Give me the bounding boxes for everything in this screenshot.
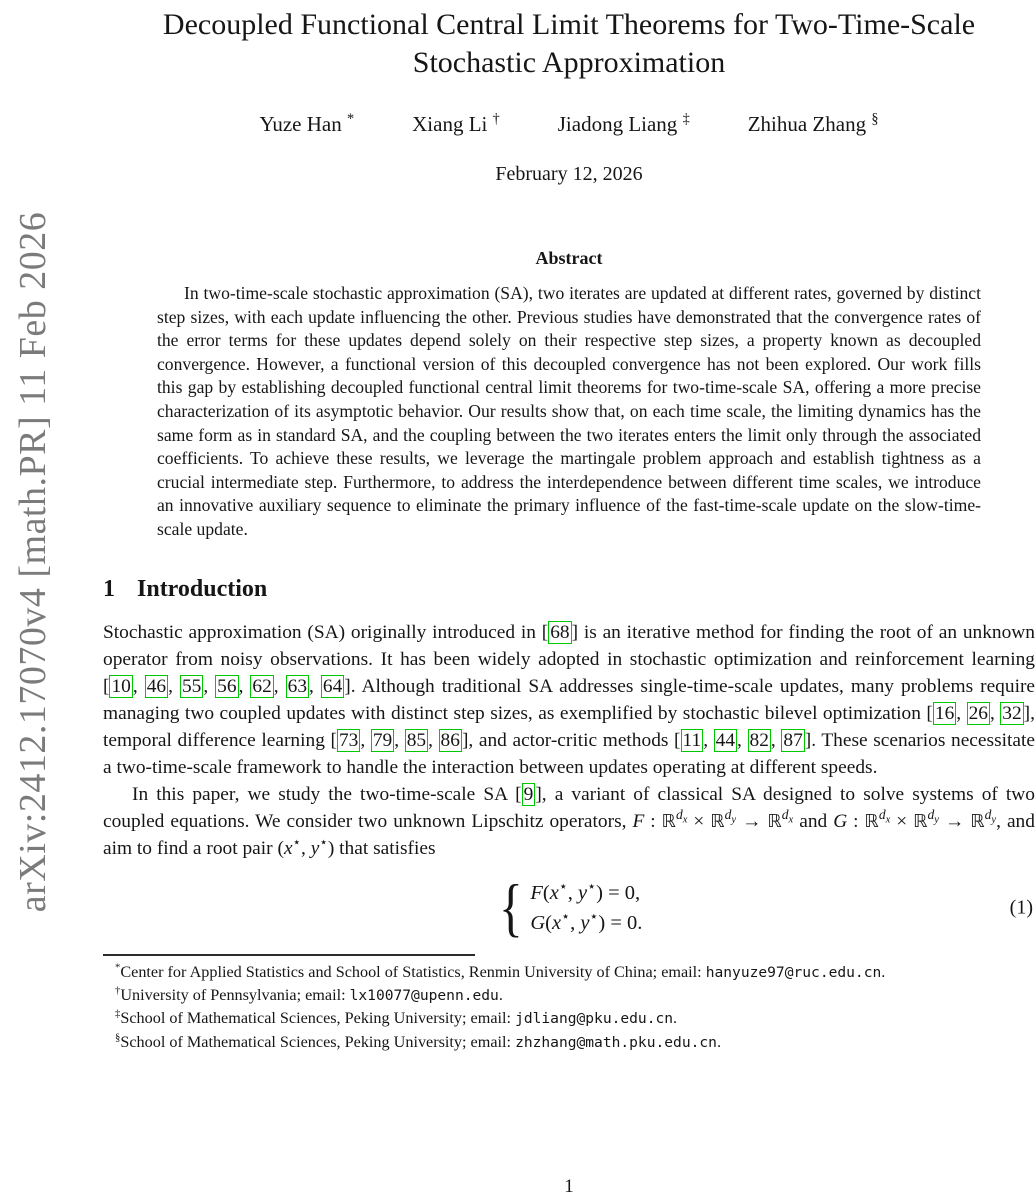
text-span xyxy=(731,815,736,826)
footnote-1-mark: * xyxy=(115,961,121,974)
citation-link[interactable]: 64 xyxy=(322,675,343,697)
citation-link[interactable]: 11 xyxy=(682,729,702,751)
text-span: d xyxy=(781,807,789,823)
abstract-text: In two-time-scale stochastic approximation (SA), two iterates are updated at different rates, governed by distinct step sizes, with each update influencing the other. Previous studies have demonstrated that the convergence rates of the error terms for these updates depend solely on their respective step sizes, a property known as decoupled convergence. However, a functional version of this decoupled convergence has not been explored. Our work fills this gap by establishing decoupled functional central limit theorems for two-time-scale SA, offering a more precise characterization of its asymptotic behavior. Our results show that, on each time scale, the limiting dynamics has the same form as in standard SA, and the coupling between the two iterates enters the limit only through the associated coefficients. To achieve these results, we leverage the martingale problem approach and establish tightness as a crucial intermediate step. Furthermore, to address the interdependence between different time scales, we introduce an innovative auxiliary sequence to eliminate the primary influence of the fast-time-scale update on the slow-time-scale update. xyxy=(157,283,981,539)
text-span: ℝ xyxy=(661,810,676,832)
email-text: jdliang@pku.edu.cn xyxy=(515,1010,674,1028)
citation-link[interactable]: 68 xyxy=(550,621,570,643)
text-span: y xyxy=(580,911,590,934)
footnote-3-text: School of Mathematical Sciences, Peking University; email: jdliang@pku.edu.cn. xyxy=(120,1009,678,1028)
section-1-title: Introduction xyxy=(137,575,268,602)
author-4-name: Zhihua Zhang xyxy=(747,112,867,136)
footnote-4-text: School of Mathematical Sciences, Peking University; email: zhzhang@math.pku.edu.cn. xyxy=(120,1032,721,1051)
text-span xyxy=(934,815,939,826)
citation-link[interactable]: 73 xyxy=(338,729,359,751)
text-span: ⋆ xyxy=(587,878,597,895)
citation-link[interactable]: 32 xyxy=(1002,702,1022,724)
text-span: ⋆ xyxy=(561,908,571,925)
text-span: d xyxy=(927,807,935,823)
text-span: F xyxy=(632,810,645,832)
paper-title xyxy=(103,6,1035,82)
text-span: ⋆ xyxy=(589,908,599,925)
author-1-name: Yuze Han xyxy=(259,112,342,136)
equation-lines xyxy=(530,878,642,938)
text-span xyxy=(886,815,891,826)
author-3-name: Jiadong Liang xyxy=(557,112,678,136)
citation-link[interactable]: 16 xyxy=(934,702,955,724)
citation-link[interactable]: 79 xyxy=(372,729,393,751)
text-span xyxy=(789,815,794,826)
citation-link[interactable]: 56 xyxy=(217,675,237,697)
arxiv-watermark: arXiv:2412.17070v4 [math.PR] 11 Feb 2026 xyxy=(12,211,54,913)
section-1-number: 1 xyxy=(103,575,115,602)
text-span xyxy=(878,807,891,826)
author-2-name: Xiang Li xyxy=(412,112,488,136)
paper-date: February 12, 2026 xyxy=(495,163,643,185)
intro-paragraph-2: In this paper, we study the two-time-scale SA [ 9 ], a variant of classical SA designed to solve systems of two coupled equations. We consider two unknown Lipschitz operators, F : ℝ$^{d_x}$ × ℝ$^{d_y}$ → ℝ$^{d_x}$ and G : ℝ$^{d_x}$ × ℝ$^{d_y}$ → ℝ$^{d_y}$, and aim to find a root pair (x⋆, y⋆) that satisfies xyxy=(103,783,1035,859)
text-span: x xyxy=(283,837,293,859)
author-4 xyxy=(748,112,879,137)
paper-title-line2: Stochastic Approximation xyxy=(412,46,726,79)
text-span xyxy=(724,807,737,826)
text-span: y xyxy=(578,881,588,904)
citation-link[interactable]: 87 xyxy=(783,729,803,751)
text-span: G xyxy=(530,911,546,934)
footnote-2-mark: † xyxy=(115,984,121,997)
footnotes-block xyxy=(103,961,1035,1055)
equation-1: { F(x⋆, y⋆) = 0, G(x⋆, y⋆) = 0. (1) xyxy=(498,871,1033,944)
citation-link[interactable]: 82 xyxy=(749,729,769,751)
intro-paragraph-1: Stochastic approximation (SA) originally introduced in [ 68 ] is an iterative method for finding the root of an unknown operator from noisy observations. It has been widely adopted in stochastic optimization and reinforcement learning [ 10 , 46 , 55 , 56 , 62 , 63 , 64 ]. Although traditional SA addresses single-time-scale updates, many problems require managing two coupled updates with distinct step sizes, as exemplified by stochastic bilevel optimization [ 16 , 26 , 32 ], temporal difference learning [ 73 , 79 , 85 , 86 ], and actor-critic methods [ 11 , 44 , 82 , 87 ]. These scenarios necessitate a two-time-scale framework to handle the interaction between updates operating at different speeds. xyxy=(103,621,1035,778)
text-span: ⋆ xyxy=(292,834,302,850)
text-span: d xyxy=(675,807,683,823)
citation-link[interactable]: 26 xyxy=(968,702,988,724)
author-2 xyxy=(412,112,500,137)
author-4-footnote-mark: § xyxy=(871,111,879,127)
citation-link[interactable]: 44 xyxy=(715,729,736,751)
text-span: ℝ xyxy=(913,810,928,832)
text-span: x xyxy=(788,814,794,826)
text-span: ℝ xyxy=(767,810,782,832)
citation-link[interactable]: 10 xyxy=(111,675,131,697)
footnote-1 xyxy=(103,961,1035,984)
text-span: G xyxy=(833,810,848,832)
equation-number: (1) xyxy=(1009,896,1033,919)
citation-link[interactable]: 86 xyxy=(440,729,460,751)
text-span: ⋆ xyxy=(319,834,328,850)
paper-title-line1: Decoupled Functional Central Limit Theorems for Two-Time-Scale xyxy=(162,8,976,41)
footnote-4-mark: § xyxy=(115,1031,121,1044)
footnote-3-mark: ‡ xyxy=(115,1007,121,1020)
text-span xyxy=(781,807,794,826)
footnote-rule xyxy=(103,954,475,956)
author-2-footnote-mark: † xyxy=(492,111,500,127)
text-span xyxy=(675,807,688,826)
equation-line-2: G(x⋆, y⋆) = 0. xyxy=(530,908,643,934)
text-span: y xyxy=(934,814,939,826)
text-span: d xyxy=(724,807,732,823)
footnote-1-text: Center for Applied Statistics and School of Statistics, Renmin University of China; email: hanyuze97@ruc.edu.cn. xyxy=(120,962,886,981)
author-1-footnote-mark: * xyxy=(346,111,355,127)
text-span: ℝ xyxy=(710,810,725,832)
email-text: hanyuze97@ruc.edu.cn xyxy=(705,963,882,981)
text-span xyxy=(683,815,688,826)
email-text: lx10077@upenn.edu xyxy=(349,986,499,1004)
citation-link[interactable]: 62 xyxy=(252,675,272,697)
footnote-2 xyxy=(103,984,1035,1007)
text-span: x xyxy=(682,814,688,826)
page-number: 1 xyxy=(564,1176,574,1197)
text-span: x xyxy=(551,911,562,934)
citation-link[interactable]: 55 xyxy=(181,675,202,697)
text-span: d xyxy=(878,807,886,823)
citation-link[interactable]: 85 xyxy=(406,729,427,751)
abstract-heading: Abstract xyxy=(535,248,603,268)
footnote-4 xyxy=(103,1031,1035,1054)
author-1 xyxy=(260,112,355,137)
text-span xyxy=(991,815,996,826)
text-span: d xyxy=(984,807,992,823)
text-span: ℝ xyxy=(970,810,985,832)
text-span: y xyxy=(731,814,737,826)
citation-link[interactable]: 9 xyxy=(523,783,534,805)
footnote-2-text: University of Pennsylvania; email: lx10077@upenn.edu. xyxy=(120,985,503,1004)
section-1-heading xyxy=(103,576,1035,603)
footnote-3 xyxy=(103,1007,1035,1030)
author-3 xyxy=(558,112,690,137)
text-span: F xyxy=(530,881,543,904)
text-span: y xyxy=(310,837,320,859)
author-3-footnote-mark: ‡ xyxy=(682,111,690,127)
citation-link[interactable]: 46 xyxy=(146,675,167,697)
text-span: ℝ xyxy=(864,810,879,832)
text-span: y xyxy=(991,814,997,826)
author-row xyxy=(103,112,1035,137)
text-span xyxy=(984,807,997,826)
citation-link[interactable]: 63 xyxy=(287,675,308,697)
text-span: x xyxy=(549,881,559,904)
email-text: zhzhang@math.pku.edu.cn xyxy=(515,1033,717,1051)
text-span xyxy=(927,807,940,826)
text-span: ⋆ xyxy=(558,878,568,895)
paper-content xyxy=(103,0,1035,1054)
equation-line-1: F(x⋆, y⋆) = 0, xyxy=(530,878,641,904)
text-span: x xyxy=(885,814,891,826)
